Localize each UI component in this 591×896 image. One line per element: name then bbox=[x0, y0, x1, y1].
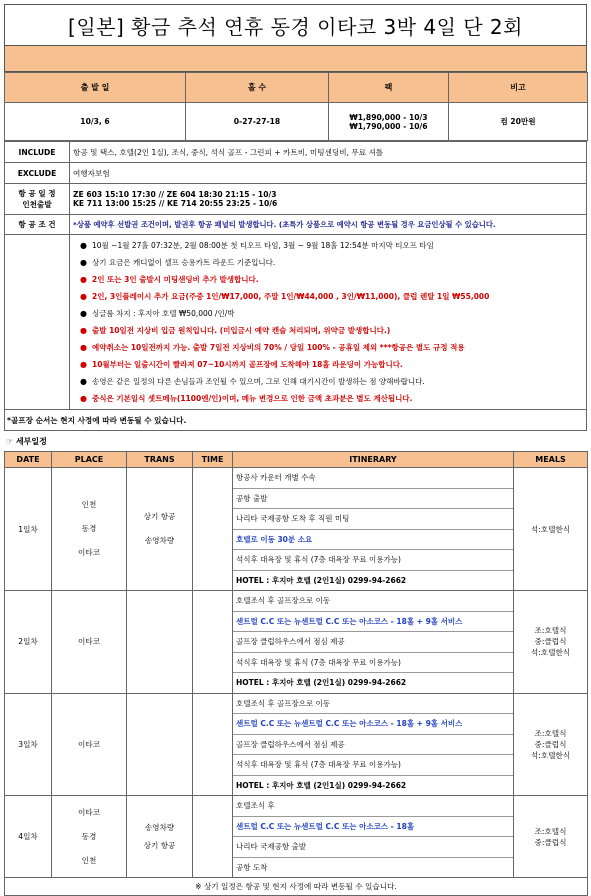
meal-item: 조:호텔식 bbox=[534, 826, 567, 836]
itinerary-item: 센트럴 C.C 또는 뉴센트럴 C.C 또는 아소코스 - 18홀 + 9홀 서비스 bbox=[233, 714, 513, 735]
hotel-info: HOTEL : 후지아 호텔 (2인1실) 0299-94-2662 bbox=[236, 678, 407, 687]
meal-item: 중:클럽식 bbox=[534, 837, 567, 847]
golf-note: *골프장 순서는 현지 사정에 따라 변동될 수 있습니다. bbox=[4, 410, 587, 431]
trans-item: 상기 항공 bbox=[143, 512, 176, 521]
col-meals: MEALS bbox=[514, 452, 588, 468]
note-item: ● 예약취소는 10일전까지 가능. 출발 7일전 지상비의 70% / 당일 100% - 공휴일 제외 ***항공은 별도 규정 적용 bbox=[80, 339, 586, 356]
itinerary-item: 호텔조식 후 골프장으로 이동 bbox=[233, 591, 513, 612]
day-time bbox=[193, 693, 233, 796]
itinerary-item: 항공사 카운터 개별 수속 bbox=[233, 468, 513, 489]
place-item: 이타코 bbox=[77, 807, 100, 817]
day-time bbox=[193, 796, 233, 878]
include-text: 항공 및 택스, 호텔(2인 1실), 조식, 중식, 석식 골프 - 그린피 + 카트비, 미팅센딩비, 무료 셔틀 bbox=[70, 142, 587, 163]
day-meals bbox=[514, 693, 588, 796]
exclude-text: 여행자보험 bbox=[70, 163, 587, 184]
note-item: ● 싱글룸 차지 : 후지아 호텔 ₩50,000 /인/박 bbox=[80, 305, 586, 322]
day-label: 4일차 bbox=[5, 796, 52, 878]
header-depart: 출 발 일 bbox=[5, 73, 186, 103]
schedule-title: ☞ 세부일정 bbox=[6, 436, 47, 446]
header-holes: 홀 수 bbox=[186, 73, 329, 103]
day-trans bbox=[127, 693, 193, 796]
meal-item: 조:호텔식 bbox=[534, 626, 567, 636]
flight-text bbox=[70, 184, 587, 215]
day-places bbox=[52, 693, 127, 796]
itinerary-item: 센트럴 C.C 또는 뉴센트럴 C.C 또는 아소코스 - 18홀 bbox=[233, 817, 513, 838]
itinerary-item: 석식후 대욕장 및 휴식 (7층 대욕장 무료 이용가능) bbox=[233, 653, 513, 674]
notes-spacer bbox=[5, 235, 70, 410]
day-label: 1일차 bbox=[5, 468, 52, 591]
note-item: ● 송영은 같은 일정의 다른 손님들과 조인될 수 있으며, 그로 인해 대기시간이 발생하는 점 양해바랍니다. bbox=[80, 373, 586, 390]
col-trans: TRANS bbox=[127, 452, 193, 468]
itinerary-item: 공항 도착 bbox=[236, 862, 268, 872]
day-meals bbox=[514, 591, 588, 694]
flight-label-1: 항 공 일 정 bbox=[18, 189, 56, 198]
col-place: PLACE bbox=[52, 452, 127, 468]
itinerary-item: 골프장 클럽하우스에서 점심 제공 bbox=[233, 632, 513, 653]
schedule-row bbox=[5, 468, 588, 591]
header-band bbox=[4, 46, 587, 72]
schedule-row bbox=[5, 693, 588, 796]
note-item: ● 상기 요금은 캐디없이 셀프 승용카트 라운드 기준입니다. bbox=[80, 254, 586, 271]
remark-cell: 컴 20만원 bbox=[449, 103, 588, 141]
header-remark: 비고 bbox=[449, 73, 588, 103]
day-trans bbox=[127, 796, 193, 878]
note-item: ● 2인 또는 3인 출발시 미팅샌딩비 추가 발생합니다. bbox=[80, 271, 586, 288]
flight-label bbox=[5, 184, 70, 215]
flight-label-2: 인천출발 bbox=[22, 200, 52, 209]
itinerary-item: 나리타 국제공항 도착 후 직원 미팅 bbox=[233, 509, 513, 530]
day-itinerary bbox=[233, 591, 514, 694]
note-item: ● 10월부터는 일출시간이 빨라져 07~10시까지 골프장에 도착해야 18홀 라운딩이 가능합니다. bbox=[80, 356, 586, 373]
itinerary-item: 석식후 대욕장 및 휴식 (7층 대욕장 무료 이용가능) bbox=[233, 755, 513, 776]
trans-item: 송영차량 bbox=[144, 822, 175, 832]
note-item: ● 중식은 기본일식 셋트메뉴(1100엔/인)이며, 메뉴 변경으로 인한 금액 초과분은 별도 계산됩니다. bbox=[80, 390, 586, 407]
place-item: 동경 bbox=[81, 524, 97, 533]
place-item: 인천 bbox=[81, 500, 97, 509]
price-2: ₩1,790,000 - 10/6 bbox=[349, 121, 428, 131]
day-itinerary bbox=[233, 796, 514, 878]
day-time bbox=[193, 468, 233, 591]
place-item: 이타코 bbox=[77, 637, 100, 647]
day-time bbox=[193, 591, 233, 694]
flight-line-1: ZE 603 15:10 17:30 // ZE 604 18:30 21:15 - 10/3 bbox=[73, 190, 277, 199]
day-label: 2일차 bbox=[5, 591, 52, 694]
place-item: 동경 bbox=[81, 831, 97, 841]
day-trans bbox=[127, 591, 193, 694]
col-time: TIME bbox=[193, 452, 233, 468]
hotel-info: HOTEL : 후지아 호텔 (2인1실) 0299-94-2662 bbox=[236, 780, 407, 790]
itinerary-item: 호텔로 이동 30분 소요 bbox=[233, 530, 513, 551]
day-trans bbox=[127, 468, 193, 591]
notes-list bbox=[70, 235, 586, 409]
schedule-row bbox=[5, 796, 588, 878]
itinerary-item: 호텔조식 후 골프장으로 이동 bbox=[233, 694, 513, 715]
itinerary-item: 호텔조식 후 bbox=[233, 796, 513, 817]
itinerary-item: 골프장 클럽하우스에서 점심 제공 bbox=[233, 735, 513, 756]
exclude-label: EXCLUDE bbox=[5, 163, 70, 184]
itinerary-item: 센트럴 C.C 또는 뉴센트럴 C.C 또는 아소코스 - 18홀 + 9홀 서비스 bbox=[233, 612, 513, 633]
meal-item: 석:호텔한식 bbox=[530, 648, 571, 658]
day-places bbox=[52, 796, 127, 878]
day-meals bbox=[514, 796, 588, 878]
depart-dates: 10/3, 6 bbox=[5, 103, 186, 141]
schedule-table bbox=[4, 451, 588, 896]
meal-item: 석:호텔한식 bbox=[530, 750, 571, 760]
flight-line-2: KE 711 13:00 15:25 // KE 714 20:55 23:25 - 10/6 bbox=[73, 199, 278, 208]
day-meals bbox=[514, 468, 588, 591]
notes-cell bbox=[70, 235, 587, 410]
info-table bbox=[4, 141, 587, 410]
itinerary-item: 나리타 국제공항 출발 bbox=[233, 837, 513, 858]
note-item: ● 10월 ~1월 27홀 07:32분, 2월 08:00분 첫 티오프 타임, 3월 ~ 9월 18홀 12:54분 마지막 티오프 타임 bbox=[80, 237, 586, 254]
day-itinerary bbox=[233, 468, 514, 591]
day-places bbox=[52, 468, 127, 591]
note-item: ● 2인, 3인플레이시 추가 요금(주중 1인/₩17,000, 주말 1인/₩44,000 , 3인/₩11,000), 클럽 렌탈 1일 ₩55,000 bbox=[80, 288, 586, 305]
place-item: 인천 bbox=[81, 855, 97, 865]
itinerary-item: 석식후 대욕장 및 휴식 (7층 대욕장 무료 이용가능) bbox=[233, 550, 513, 571]
include-label: INCLUDE bbox=[5, 142, 70, 163]
hotel-info: HOTEL : 후지아 호텔 (2인1실) 0299-94-2662 bbox=[236, 575, 407, 585]
price-1: ₩1,890,000 - 10/3 bbox=[349, 112, 428, 122]
day-places bbox=[52, 591, 127, 694]
page-title: [일본] 황금 추석 연휴 동경 이타코 3박 4일 단 2회 bbox=[4, 4, 587, 46]
meal-item: 중:클럽식 bbox=[534, 637, 567, 647]
schedule-row bbox=[5, 591, 588, 694]
note-item: ● 출발 10일전 지상비 입금 원칙입니다. (미입금시 예약 캔슬 처리되며, 위약금 발생합니다.) bbox=[80, 322, 586, 339]
day-itinerary bbox=[233, 693, 514, 796]
header-pack: 팩 bbox=[329, 73, 449, 103]
day-label: 3일차 bbox=[5, 693, 52, 796]
condition-label: 항 공 조 건 bbox=[5, 215, 70, 235]
meal-item: 조:호텔식 bbox=[534, 728, 567, 738]
hole-count: 0-27-27-18 bbox=[186, 103, 329, 141]
meal-item: 석:호텔한식 bbox=[530, 524, 571, 534]
place-item: 이타코 bbox=[77, 739, 100, 749]
summary-table bbox=[4, 72, 588, 141]
price-cell bbox=[329, 103, 449, 141]
condition-text: *상품 예약후 선발권 조건이며, 발권후 항공 패널티 발생합니다. (초특가 상품으로 예약시 항공 변동될 경우 요금인상될 수 있습니다. bbox=[70, 215, 587, 235]
itinerary-document bbox=[4, 4, 587, 896]
col-itinerary: ITINERARY bbox=[233, 452, 514, 468]
col-date: DATE bbox=[5, 452, 52, 468]
itinerary-item: 공항 출발 bbox=[233, 489, 513, 510]
trans-item: 상기 항공 bbox=[143, 840, 176, 850]
footer-note: ※ 상기 일정은 항공 및 현지 사정에 따라 변동될 수 있습니다. bbox=[5, 878, 588, 896]
meal-item: 중:클럽식 bbox=[534, 739, 567, 749]
trans-item: 송영차량 bbox=[144, 536, 175, 545]
place-item: 이타코 bbox=[77, 548, 100, 557]
